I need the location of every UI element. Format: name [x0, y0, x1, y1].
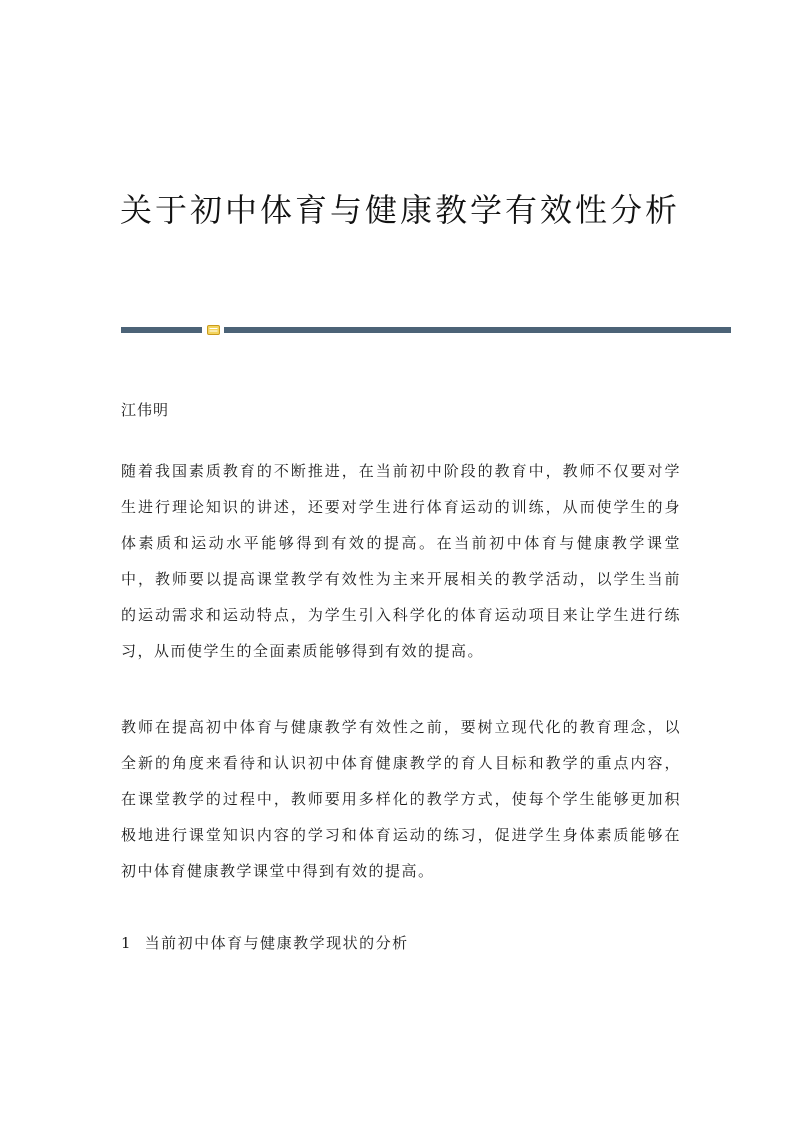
document-title: 关于初中体育与健康教学有效性分析: [119, 191, 680, 229]
paragraph-intro: 随着我国素质教育的不断推进，在当前初中阶段的教育中，教师不仅要对学生进行理论知识的讲述，还要对学生进行体育运动的训练，从而使学生的身体素质和运动水平能够得到有效的提高。在当前初中体育与健康教学课堂中，教师要以提高课堂教学有效性为主来开展相关的教学活动，以学生当前的运动需求和运动特点，为学生引入科学化的体育运动项目来让学生进行练习，从而使学生的全面素质能够得到有效的提高。: [121, 462, 681, 660]
title-divider: [121, 324, 731, 336]
divider-bar-right: [224, 327, 731, 333]
author-name: 江伟明: [121, 401, 170, 419]
book-emblem-icon: [207, 324, 220, 336]
paragraph-teaching-philosophy: 教师在提高初中体育与健康教学有效性之前，要树立现代化的教育理念，以全新的角度来看待和认识初中体育健康教学的育人目标和教学的重点内容，在课堂教学的过程中，教师要用多样化的教学方式，使每个学生能够更加积极地进行课堂知识内容的学习和体育运动的练习，促进学生身体素质能够在初中体育健康教学课堂中得到有效的提高。: [121, 718, 681, 880]
section-heading: 1 当前初中体育与健康教学现状的分析: [121, 934, 409, 952]
divider-bar-left: [121, 327, 202, 333]
